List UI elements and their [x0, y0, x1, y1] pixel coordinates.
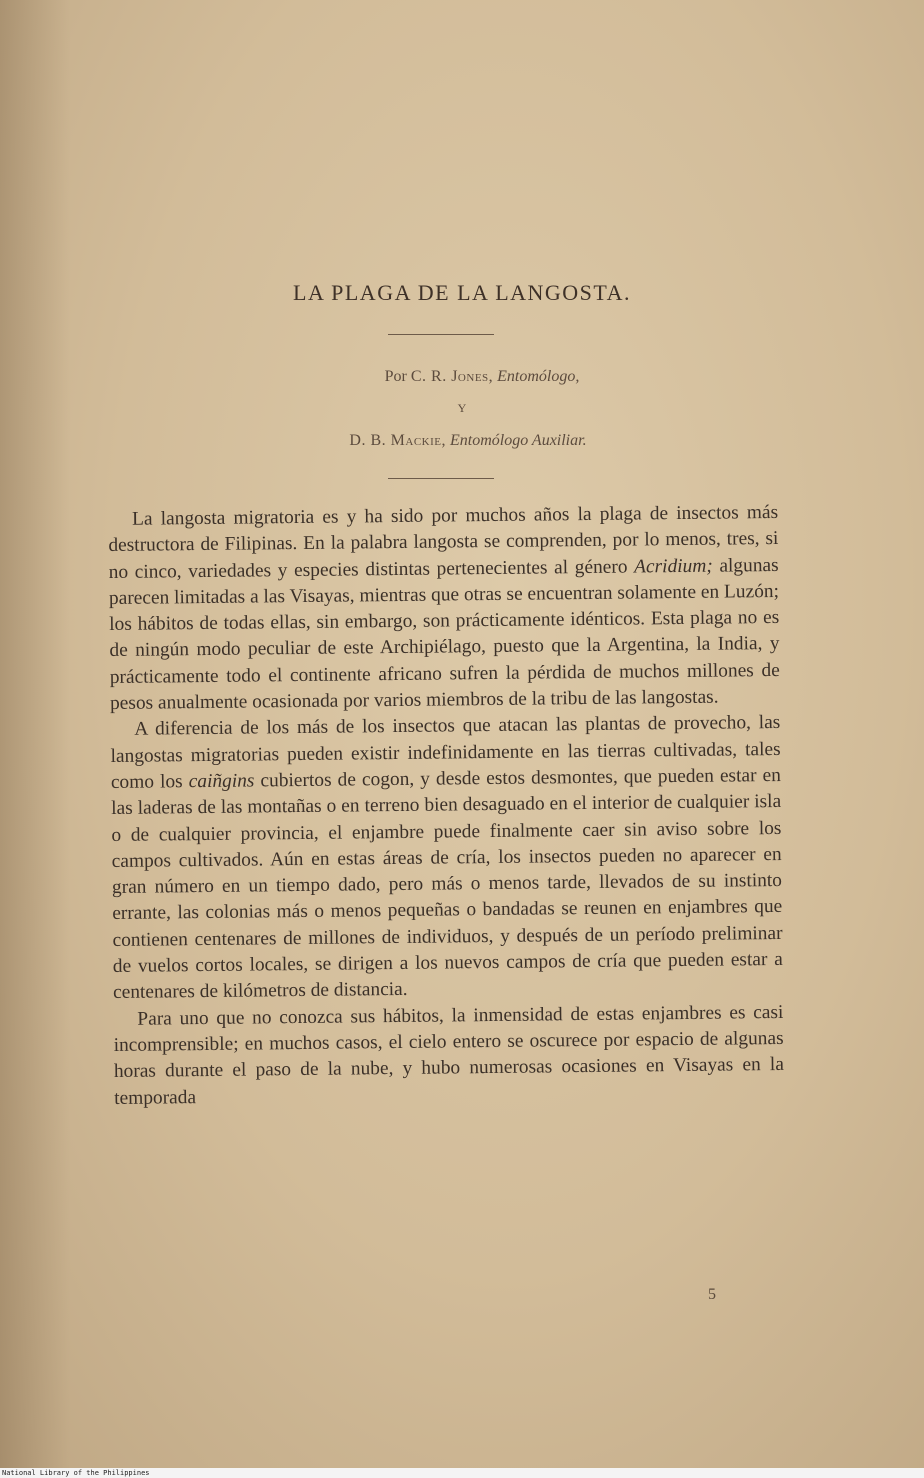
author-1-role: Entomólogo,	[497, 368, 580, 385]
paragraph-2	[110, 710, 783, 1006]
author-2-role: Entomólogo Auxiliar.	[449, 432, 587, 449]
paragraph-1-text-b: algunas parecen limitadas a las Visayas, mientras que otras se encuentran solamente en Luzón; los hábitos de todas ellas, sin embargo, son prácticamente idénticos. Esta plaga no es de ningún modo peculiar de este Archipiélago, puesto que la Argentina, la India, y prácticamente todo el continente africano sufren la pérdida de muchos millones de pesos anualmente ocasionada por varios miembros de la tribu de las langostas.	[108, 554, 780, 715]
byline-author-2	[6, 432, 924, 450]
paragraph-1-text-a: La langosta migratoria es y ha sido por muchos años la plaga de insectos más destructora de Filipinas. En la palabra langosta se comprenden, por lo menos, tres, si no cinco, variedades y especies distintas pertenecientes al género	[108, 501, 779, 583]
genus-name: Acridium;	[634, 555, 713, 578]
byline-author-1	[20, 368, 924, 386]
paragraph-2-text-b: cubiertos de cogon, y desde estos desmontes, que pueden estar en las laderas de las montañas o en terreno bien desaguado en el interior de cualquier isla o de cualquier provincia, el enjambre puede finalmente caer sin aviso sobre los campos cultivados. Aún en estas áreas de cría, los insectos pueden no aparecer en gran número en un tiempo dado, pero más o menos tarde, llevados de su instinto errante, las colonias más o menos pequeñas o bandadas se reunen en enjambres que contienen centenares de millones de individuos, y después de un período preliminar de vuelos cortos locales, se dirigen a los nuevos campos de cría que pueden estar a centenares de kilómetros de distancia.	[111, 764, 783, 1004]
caingins-term: caiñgins	[188, 770, 255, 793]
article-body	[108, 500, 784, 1112]
byline-conjunction: Y	[457, 401, 467, 415]
byline-divider	[388, 478, 494, 479]
article-title: LA PLAGA DE LA LANGOSTA.	[293, 280, 631, 305]
library-credit: National Library of the Philippines	[0, 1468, 924, 1478]
author-2-name: D. B. Mackie,	[349, 432, 446, 449]
paragraph-3: Para uno que no conozca sus hábitos, la inmensidad de estas enjambres es casi incomprensible; en muchos casos, el cielo entero se oscurece por espacio de algunas horas durante el paso de la nube, y hubo numerosas ocasiones en Visayas en la temporada	[113, 1001, 784, 1109]
byline-prefix: Por	[384, 368, 407, 385]
page-number: 5	[708, 1286, 716, 1303]
title-divider	[388, 334, 494, 335]
author-1-name: C. R. Jones,	[410, 368, 494, 385]
paragraph-2-text-a: A diferencia de los más de los insectos que atacan las plantas de provecho, las langostas migratorias pueden existir indefinidamente en las tierras cultivadas, tales como los	[110, 712, 781, 793]
paragraph-1	[108, 500, 780, 717]
